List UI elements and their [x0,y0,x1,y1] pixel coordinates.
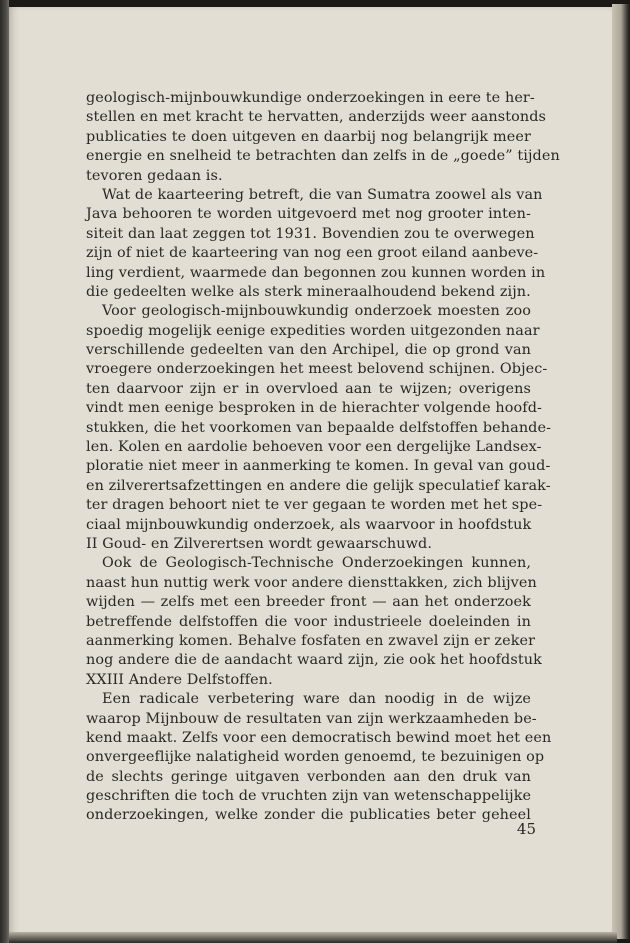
text-line: nog andere die de aandacht waard zijn, zie ook het hoofdstuk [86,652,542,669]
page-number: 45 [516,820,536,838]
page-edge-bottom [9,932,617,943]
text-line: waarop Mijnbouw de resultaten van zijn werkzaamheden be- [86,710,537,727]
page-edge-right [612,4,630,939]
text-line: kend maakt. Zelfs voor een democratisch bewind moet het een [86,729,552,746]
text-line: tevoren gedaan is. [86,167,223,184]
text-line: naast hun nuttig werk voor andere diensttakken, zich blijven [86,574,537,591]
text-line: spoedig mogelijk eenige expedities worden uitgezonden naar [86,322,540,339]
text-line: vindt men eenige besproken in de hierachter volgende hoofd- [86,400,542,417]
text-line: die gedeelten welke als sterk mineraalhoudend bekend zijn. [86,283,531,300]
text-line: aanmerking komen. Behalve fosfaten en zwavel zijn er zeker [86,632,536,649]
text-line: onvergeeflijke nalatigheid worden genoemd, te bezuinigen op [86,749,545,766]
text-line: geschriften die toch de vruchten zijn van wetenschappelijke [86,788,532,805]
text-line: betreffende delfstoffen die voor industrieele doeleinden in [86,613,531,630]
text-line: ter dragen behoort niet te ver gegaan te worden met het spe- [86,497,543,514]
text-line: XXIII Andere Delfstoffen. [86,671,273,688]
text-line: wijden — zelfs met een breeder front — aan het onderzoek [86,594,531,611]
text-line: publicaties te doen uitgeven en daarbij nog belangrijk meer [86,128,531,145]
text-line: verschillende gedeelten van den Archipel, die op grond van [86,342,531,359]
text-line: Ook de Geologisch-Technische Onderzoekingen kunnen, [102,555,531,572]
body-text [86,89,560,826]
text-line: ploratie niet meer in aanmerking te komen. In geval van goud- [86,458,551,475]
text-line: Wat de kaarteering betreft, die van Sumatra zoowel als van [102,186,543,203]
text-line: Java behooren te worden uitgevoerd met nog grooter inten- [86,206,531,223]
text-line: geologisch-mijnbouwkundige onderzoekingen in eere te her- [86,90,535,106]
text-line: stukken, die het voorkomen van bepaalde delfstoffen behande- [86,419,552,436]
text-line: energie en snelheid te betrachten dan zelfs in de „goede” tijden [86,148,560,165]
text-line: de slechts geringe uitgaven verbonden aan den druk van [86,768,531,785]
text-line: siteit dan laat zeggen tot 1931. Bovendien zou te overwegen [86,225,535,242]
text-line: onderzoekingen, welke zonder die publicaties beter geheel [86,807,531,824]
text-line: len. Kolen en aardolie behoeven voor een dergelijke Landsex- [86,439,542,456]
text-line: en zilverertsafzettingen en andere die gelijk speculatief karak- [86,477,551,494]
text-line: ciaal mijnbouwkundig onderzoek, als waarvoor in hoofdstuk [86,516,532,533]
text-line: ten daarvoor zijn er in overvloed aan te wijzen; overigens [86,380,531,397]
text-line: zijn of niet de kaarteering van nog een groot eiland aanbeve- [86,245,539,262]
text-line: vroegere onderzoekingen het meest belovend schijnen. Objec- [86,361,548,378]
text-line: stellen en met kracht te hervatten, anderzijds weer aanstonds [86,109,547,126]
text-line: Voor geologisch-mijnbouwkundig onderzoek moesten zoo [102,303,531,320]
book-spine [0,0,9,943]
text-line: ling verdient, waarmede dan begonnen zou kunnen worden in [86,264,546,281]
text-line: Een radicale verbetering ware dan noodig in de wijze [102,691,531,708]
text-line: II Goud- en Zilverertsen wordt gewaarschuwd. [86,535,433,552]
